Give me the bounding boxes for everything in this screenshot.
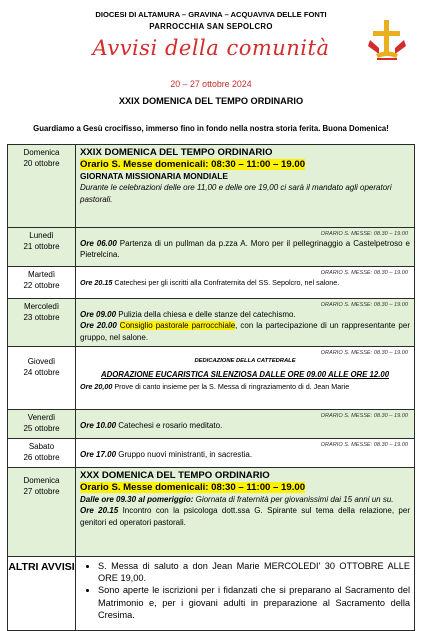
event-text: Incontro con la psicologa dott.ssa G. Spirante sul tema della relazione, per genitori ed operatori pastorali. — [80, 506, 410, 527]
event-text: Partenza di un pullman da p.zza A. Moro per il pellegrinaggio a Castelpetroso e Pietrelcina. — [80, 239, 410, 260]
mass-times-highlight: Orario S. Messe domenicali: 08:30 – 11:00 – 19.00 — [80, 482, 306, 493]
event-time: Ore 06.00 — [80, 239, 117, 248]
day-content — [76, 299, 415, 347]
schedule-row — [8, 267, 415, 299]
day-cell — [8, 347, 76, 410]
notices-list — [80, 560, 410, 621]
day-name: Martedì — [27, 270, 56, 279]
diocese-title: DIOCESI DI ALTAMURA – GRAVINA – ACQUAVIVA DELLE FONTI — [95, 10, 327, 19]
day-content — [76, 439, 415, 468]
day-content — [76, 347, 415, 410]
event-time: Dalle ore 09.30 al pomeriggio: — [80, 495, 194, 504]
day-date: 20 ottobre — [23, 158, 60, 168]
weekday-mass-times: ORARIO S. MESSE: 08.30 – 19.00 — [320, 270, 408, 276]
date-range: 20 – 27 ottobre 2024 — [170, 79, 252, 89]
mission-day: GIORNATA MISSIONARIA MONDIALE — [80, 171, 228, 181]
day-name: Lunedì — [29, 231, 54, 240]
weekday-mass-times: ORARIO S. MESSE: 08.30 – 19.00 — [320, 231, 408, 237]
sunday-title: XXIX DOMENICA DEL TEMPO ORDINARIO — [118, 96, 304, 106]
weekday-mass-times: ORARIO S. MESSE: 08.30 – 19.00 — [320, 302, 408, 308]
list-item: • Sono aperte le iscrizioni per i fidanzati che si preparano al Sacramento del Matrimonio e, per i giovani adulti in preparazione al Sacramento della Cresima. — [98, 584, 410, 621]
event-time: Ore 09.00 — [80, 310, 117, 319]
day-date: 22 ottobre — [23, 280, 60, 290]
event-text: Giornata di fraternità per giovanissimi dai 15 anni un su. — [193, 495, 394, 504]
schedule-row — [8, 410, 415, 439]
day-content — [76, 228, 415, 267]
day-date: 21 ottobre — [23, 241, 60, 251]
day-content — [76, 468, 415, 557]
day-cell — [8, 145, 76, 228]
event-time: Ore 20.00 — [80, 321, 117, 331]
dedication-note: DEDICAZIONE DELLA CATTEDRALE — [194, 358, 296, 364]
altri-avvisi-label: ALTRI AVVISI — [8, 557, 76, 631]
day-cell — [8, 228, 76, 267]
bulletin-title: Avvisi della comunità — [92, 36, 330, 60]
event-text: Prove di canto insieme per la S. Messa di ringraziamento di d. Jean Marie — [112, 382, 350, 391]
event-text: Catechesi per gli iscritti alla Confraternita del SS. Sepolcro, nel salone. — [112, 278, 340, 287]
weekly-motto: Guardiamo a Gesù crocifisso, immerso fino in fondo nella nostra storia ferita. Buona Domenica! — [33, 124, 389, 133]
event-text: Gruppo nuovi ministranti, in sacrestia. — [116, 450, 253, 459]
day-cell — [8, 299, 76, 347]
weekday-mass-times: ORARIO S. MESSE: 08.30 – 19.00 — [320, 442, 408, 448]
parish-logo — [364, 18, 410, 72]
day-content — [76, 267, 415, 299]
day-date: 26 ottobre — [23, 452, 60, 462]
event-time: Ore 20,00 — [80, 382, 113, 391]
adoration-notice: ADORAZIONE EUCARISTICA SILENZIOSA DALLE ORE 09.00 ALLE ORE 12.00 — [100, 370, 390, 379]
day-name: Venerdì — [27, 413, 56, 422]
schedule-row — [8, 228, 415, 267]
day-date: 27 ottobre — [23, 486, 60, 496]
event-time: Ore 10.00 — [80, 421, 117, 430]
event-text: Pulizia della chiesa e delle stanze del catechismo. — [116, 310, 296, 319]
schedule-row — [8, 468, 415, 557]
schedule-row — [8, 299, 415, 347]
cross-logo-icon — [364, 18, 410, 72]
parish-name: PARROCCHIA SAN SEPOLCRO — [149, 22, 273, 31]
mass-times-highlight: Orario S. Messe domenicali: 08:30 – 11:00 – 19.00 — [80, 159, 306, 170]
weekday-mass-times: ORARIO S. MESSE: 08.30 – 19.00 — [320, 350, 408, 356]
schedule-row — [8, 347, 415, 410]
day-cell — [8, 468, 76, 557]
day-cell — [8, 410, 76, 439]
day-name: Domenica — [23, 476, 60, 485]
altri-avvisi-row — [8, 557, 415, 631]
event-time: Ore 17.00 — [80, 450, 117, 459]
day-name: Mercoledì — [23, 302, 60, 311]
day-name: Sabato — [28, 442, 55, 451]
day-content — [76, 410, 415, 439]
day-date: 23 ottobre — [23, 312, 60, 322]
list-item: • S. Messa di saluto a don Jean Marie MERCOLEDI' 30 OTTOBRE ALLE ORE 19,00. — [98, 560, 410, 584]
event-text: Catechesi e rosario meditato. — [116, 421, 223, 430]
schedule-row — [8, 145, 415, 228]
pastoral-council-highlight: Consiglio pastorale parrocchiale — [119, 321, 236, 331]
mandate-note: Durante le celebrazioni delle ore 11,00 e delle ore 19,00 ci sarà il mandato agli operatori pastorali. — [80, 183, 392, 204]
liturgy-title: XXIX DOMENICA DEL TEMPO ORDINARIO — [80, 147, 273, 158]
weekday-mass-times: ORARIO S. MESSE: 08.30 – 19.00 — [320, 413, 408, 419]
altri-avvisi-content — [76, 557, 415, 631]
day-name: Domenica — [23, 148, 60, 157]
day-cell — [8, 267, 76, 299]
day-date: 24 ottobre — [23, 367, 60, 377]
day-content — [76, 145, 415, 228]
event-time: Ore 20.15 — [80, 506, 119, 516]
day-cell — [8, 439, 76, 468]
liturgy-title: XXX DOMENICA DEL TEMPO ORDINARIO — [80, 470, 270, 481]
day-name: Giovedì — [27, 357, 56, 366]
event-text: , con la partecipazione di un rappresentante per gruppo, nel salone. — [80, 321, 410, 342]
day-date: 25 ottobre — [23, 423, 60, 433]
weekly-schedule — [7, 144, 415, 631]
schedule-row — [8, 439, 415, 468]
event-time: Ore 20.15 — [80, 278, 113, 287]
